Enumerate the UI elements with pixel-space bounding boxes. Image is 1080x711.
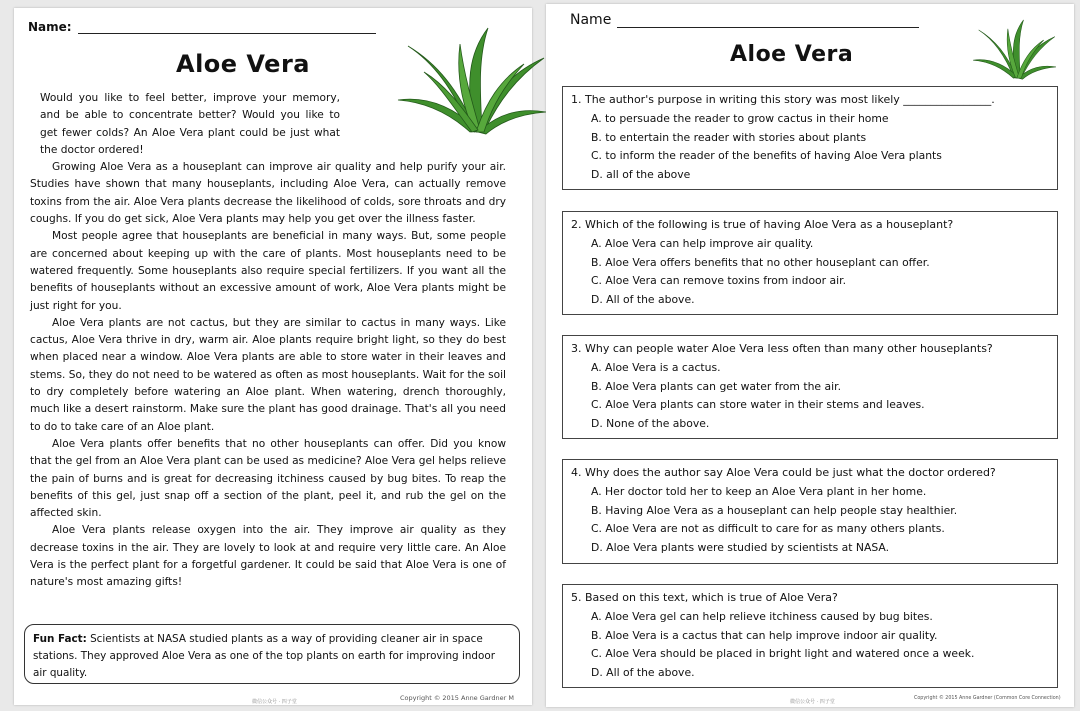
story-paragraph: Most people agree that houseplants are beneficial in many ways. But, some people are concerned about keeping up with the care of plants. Most houseplants need to be watered frequently. Some houseplants also require special fertilizers. If you want all the benefits of houseplants without an excessive amount of work, Aloe Vera plants might be just right for you. [30, 230, 506, 312]
answer-option: D. all of the above [591, 168, 691, 182]
fun-fact-label: Fun Fact: [33, 633, 87, 645]
story-paragraph: Aloe Vera plants release oxygen into the air. They improve air quality as they decrease toxins in the air. They are lovely to look at and require very little care. An Aloe Vera is the perfect plant for a forgetful gardener. It could be said that Aloe Vera is one of nature's most amazing gifts! [30, 524, 506, 589]
question-text: 2. Which of the following is true of having Aloe Vera as a houseplant? [571, 218, 954, 231]
copyright: Copyright © 2015 Anne Gardner (Common Core Connection) [914, 696, 1061, 701]
story-paragraph: Aloe Vera plants offer benefits that no other houseplants can offer. Did you know that the gel from an Aloe Vera plant can be used as medicine? Aloe Vera gel helps relieve the pain of burns and is great for decreasing itchiness caused by bug bites. To reap the benefits of this gel, just snap off a section of the plant, peel it, and rub the gel on the affected skin. [30, 437, 506, 520]
answer-option: C. to inform the reader of the benefits of having Aloe Vera plants [591, 149, 942, 163]
name-line [78, 21, 376, 34]
answer-option: C. Aloe Vera are not as difficult to care for as many others plants. [591, 522, 945, 536]
watermark: 微信公众号 · 四子堂 [790, 699, 835, 705]
page-title: Aloe Vera [176, 50, 310, 78]
name-field [28, 20, 376, 34]
answer-option: D. None of the above. [591, 417, 710, 431]
answer-option: D. All of the above. [591, 666, 695, 680]
fun-fact-box [24, 624, 520, 684]
question-box-3 [562, 335, 1058, 439]
questions-page [546, 4, 1074, 707]
answer-option: B. to entertain the reader with stories about plants [591, 130, 867, 144]
question-text: 3. Why can people water Aloe Vera less often than many other houseplants? [571, 342, 993, 355]
name-label: Name: [28, 20, 72, 34]
name-label: Name [570, 12, 612, 28]
answer-option: D. Aloe Vera plants were studied by scientists at NASA. [591, 541, 890, 555]
name-line [617, 15, 919, 28]
answer-option: C. Aloe Vera can remove toxins from indoor air. [591, 274, 847, 288]
answer-option: B. Aloe Vera offers benefits that no other houseplant can offer. [591, 255, 930, 269]
question-box-2 [562, 211, 1058, 315]
answer-option: C. Aloe Vera plants can store water in their stems and leaves. [591, 398, 925, 412]
story-text [30, 90, 506, 592]
answer-option: A. Aloe Vera can help improve air quality. [591, 236, 814, 250]
question-box-1 [562, 86, 1058, 190]
story-paragraph: Would you like to feel better, improve your memory, and be able to concentrate better? Would you like to get fewer colds? An Aloe Vera plant could be just what the doctor ordered! [40, 92, 340, 156]
answer-option: A. to persuade the reader to grow cactus in their home [591, 111, 889, 125]
question-text: 1. The author's purpose in writing this story was most likely ________________. [571, 93, 995, 106]
fun-fact-text: Scientists at NASA studied plants as a way of providing cleaner air in space stations. They approved Aloe Vera as one of the top plants on earth for improving indoor air quality. [33, 633, 495, 679]
answer-option: B. Having Aloe Vera as a houseplant can help people stay healthier. [591, 503, 958, 517]
page-title: Aloe Vera [730, 42, 854, 67]
name-field [570, 12, 919, 28]
reading-passage-page [14, 8, 532, 705]
question-text: 5. Based on this text, which is true of Aloe Vera? [571, 591, 838, 604]
question-text: 4. Why does the author say Aloe Vera could be just what the doctor ordered? [571, 466, 996, 479]
answer-option: C. Aloe Vera should be placed in bright light and watered once a week. [591, 647, 975, 661]
copyright: Copyright © 2015 Anne Gardner M [400, 694, 514, 702]
watermark: 微信公众号 · 四子堂 [252, 699, 297, 705]
aloe-vera-plant-image [972, 16, 1056, 82]
answer-option: A. Her doctor told her to keep an Aloe Vera plant in her home. [591, 484, 927, 498]
question-box-5 [562, 584, 1058, 688]
story-paragraph: Growing Aloe Vera as a houseplant can improve air quality and help purify your air. Studies have shown that many houseplants, including Aloe Vera, can actually remove toxins from the air. Aloe Vera plants decrease the likelihood of colds, sore throats and dry coughs. If you do get sick, Aloe Vera plants may help you get over the illness faster. [30, 161, 506, 226]
story-paragraph: Aloe Vera plants are not cactus, but they are similar to cactus in many ways. Like cactus, Aloe Vera thrive in dry, warm air. Aloe plants require bright light, so they do best when placed near a window. Aloe Vera plants are able to store water in their leaves and stems. So, they do not need to be watered as often as most houseplants. Wait for the soil to dry completely before watering an Aloe plant. When watering, drench thoroughly, much like a desert rainstorm. Make sure the plant has good drainage. That's all you need to do to take care of an Aloe plant. [30, 316, 506, 433]
answer-option: A. Aloe Vera gel can help relieve itchiness caused by bug bites. [591, 609, 933, 623]
answer-option: B. Aloe Vera is a cactus that can help improve indoor air quality. [591, 628, 938, 642]
answer-option: B. Aloe Vera plants can get water from the air. [591, 379, 842, 393]
question-box-4 [562, 459, 1058, 564]
answer-option: A. Aloe Vera is a cactus. [591, 360, 721, 374]
answer-option: D. All of the above. [591, 293, 695, 307]
